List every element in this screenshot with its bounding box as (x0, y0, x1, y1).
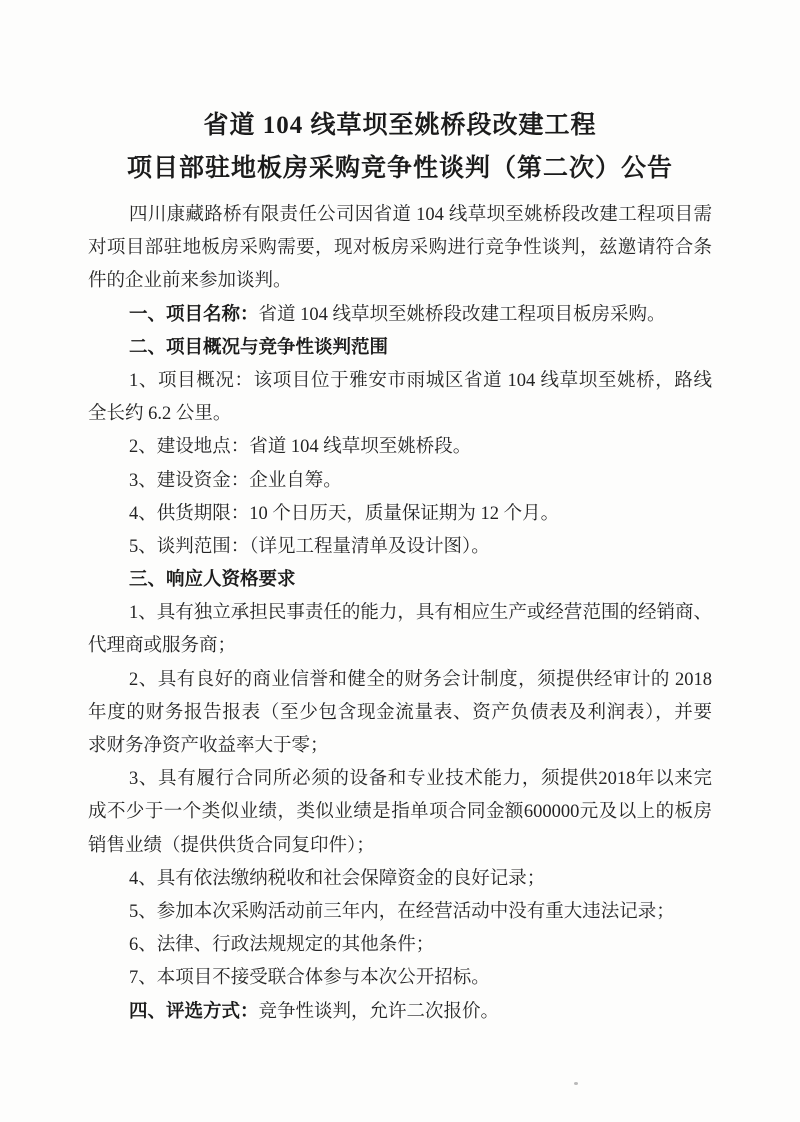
document-body (88, 199, 712, 1029)
text-line (88, 962, 712, 995)
text-segment: 销售业绩（提供供货合同复印件）； (88, 835, 375, 856)
text-line (88, 664, 712, 697)
text-segment: 2、建设地点：省道 104 线草坝至姚桥段。 (129, 437, 472, 458)
document-title-line-1: 省道 104 线草坝至姚桥段改建工程 (203, 112, 597, 139)
scan-artifact-speck (574, 1082, 578, 1085)
text-segment: 件的企业前来参加谈判。 (88, 271, 292, 292)
text-line (88, 730, 712, 763)
text-line (88, 498, 712, 531)
text-segment-bold: 二、项目概况与竞争性谈判范围 (129, 337, 389, 358)
text-line (88, 265, 712, 298)
text-segment: 5、谈判范围：（详见工程量清单及设计图）。 (129, 536, 490, 557)
text-segment: 5、参加本次采购活动前三年内，在经营活动中没有重大违法记录； (129, 901, 675, 922)
text-segment-bold: 四、评选方式： (129, 1001, 259, 1022)
text-line (88, 332, 712, 365)
text-line (88, 896, 712, 929)
text-segment: 省道 104 线草坝至姚桥段改建工程项目板房采购。 (258, 304, 666, 325)
text-segment-bold: 一、项目名称： (129, 304, 259, 325)
text-segment: 1、具有独立承担民事责任的能力，具有相应生产或经营范围的经销商、 (129, 603, 712, 624)
text-line (88, 299, 712, 332)
text-line (88, 697, 712, 730)
text-segment: 求财务净资产收益率大于零； (88, 736, 329, 756)
text-line (88, 365, 712, 398)
text-segment: 成不少于一个类似业绩，类似业绩是指单项合同金额600000元及以上的板房 (88, 802, 712, 823)
text-line (88, 465, 712, 498)
text-line (88, 597, 712, 630)
text-segment: 2、具有良好的商业信誉和健全的财务会计制度，须提供经审计的 2018 (129, 669, 712, 690)
text-line (88, 564, 712, 597)
text-line (88, 199, 712, 232)
text-line (88, 232, 712, 265)
text-line (88, 763, 712, 796)
text-segment: 四川康藏路桥有限责任公司因省道 104 线草坝至姚桥段改建工程项目需 (129, 205, 712, 225)
text-segment: 竞争性谈判，允许二次报价。 (258, 1001, 500, 1022)
text-line (88, 830, 712, 863)
text-segment: 3、具有履行合同所必须的设备和专业技术能力，须提供2018年以来完 (129, 769, 712, 790)
text-segment: 年度的财务报告报表（至少包含现金流量表、资产负债表及利润表），并要 (88, 702, 712, 723)
text-line (88, 431, 712, 464)
text-segment: 对项目部驻地板房采购需要，现对板房采购进行竞争性谈判，兹邀请符合条 (88, 238, 712, 259)
text-segment: 3、建设资金：企业自筹。 (129, 470, 342, 491)
document-title-block (88, 104, 712, 190)
text-segment: 1、项目概况：该项目位于雅安市雨城区省道 104 线草坝至姚桥，路线 (129, 370, 712, 391)
text-line (88, 929, 712, 962)
text-segment-bold: 三、响应人资格要求 (129, 570, 296, 591)
text-line (88, 796, 712, 829)
document-content (88, 104, 712, 1029)
text-line (88, 630, 712, 663)
document-title-line-2: 项目部驻地板房采购竞争性谈判（第二次）公告 (126, 155, 673, 182)
text-line (88, 996, 712, 1029)
text-segment: 6、法律、行政法规规定的其他条件； (129, 935, 435, 956)
text-segment: 4、具有依法缴纳税收和社会保障资金的良好记录； (129, 868, 546, 889)
text-line (88, 863, 712, 896)
text-segment: 全长约 6.2 公里。 (88, 404, 232, 425)
text-line (88, 398, 712, 431)
text-segment: 4、供货期限：10 个日历天，质量保证期为 12 个月。 (129, 503, 560, 524)
text-segment: 代理商或服务商； (88, 636, 237, 657)
text-line (88, 531, 712, 564)
text-segment: 7、本项目不接受联合体参与本次公开招标。 (129, 968, 490, 989)
